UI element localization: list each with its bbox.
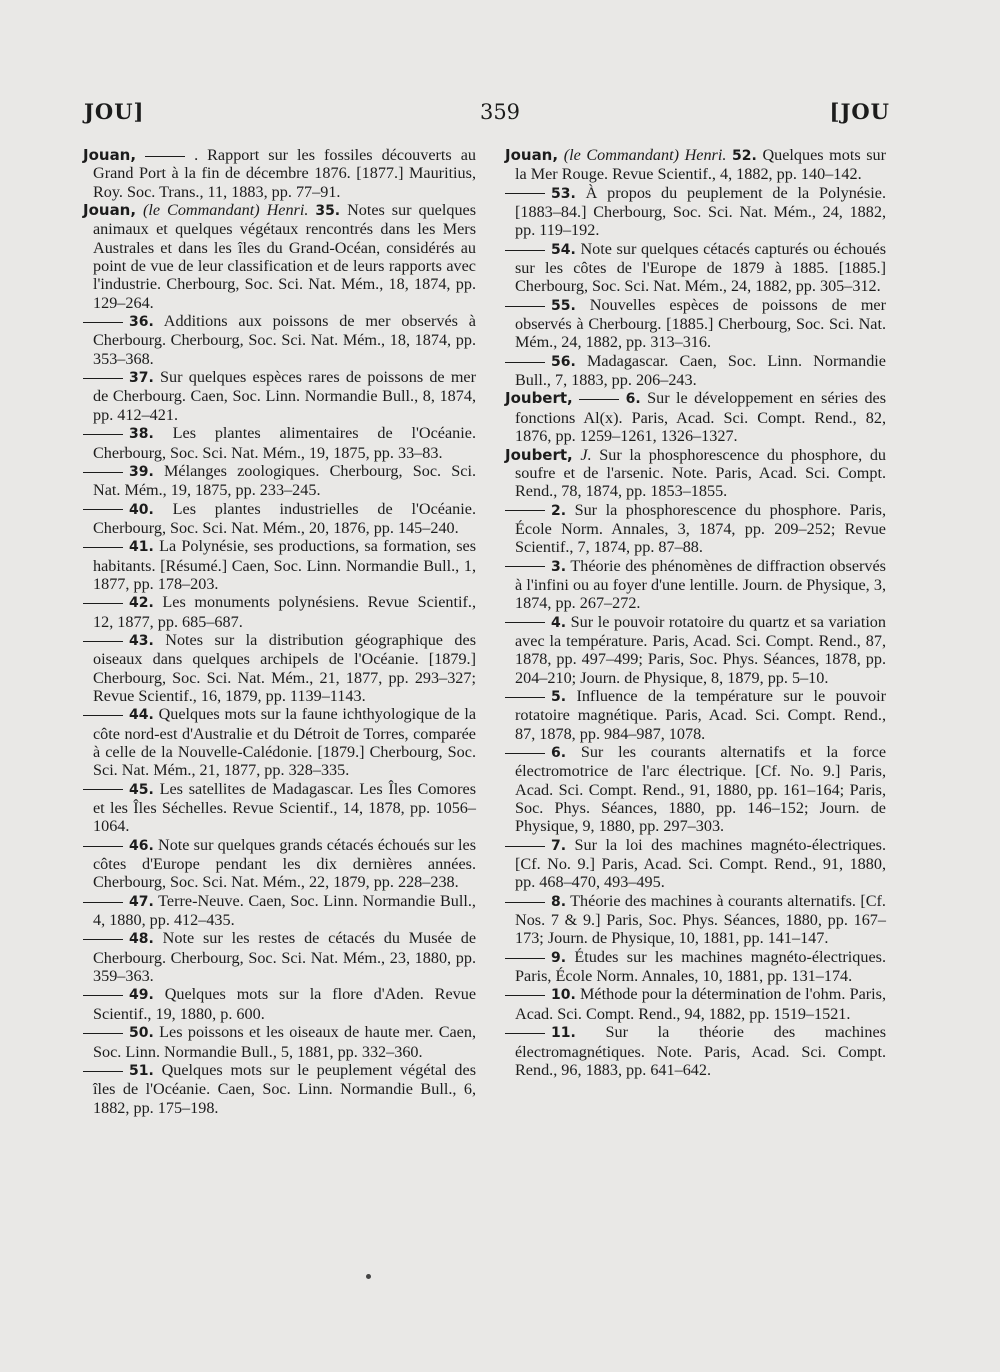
ditto-dash — [505, 753, 545, 754]
ditto-dash — [83, 603, 123, 604]
bibliography-entry — [83, 201, 476, 312]
ditto-dash — [83, 641, 123, 642]
entry-text: Sur la théorie des machines électromagnétiques. Note. Paris, Acad. Sci. Compt. Rend., 96, 1883, pp. 641–642. — [515, 1023, 886, 1079]
author-name: Joubert, — [505, 445, 573, 464]
entry-number: 2. — [551, 502, 567, 519]
author-name: Jouan, — [83, 201, 137, 220]
author-name: Jouan, — [505, 146, 559, 164]
author-name: Joubert, — [505, 389, 573, 408]
bibliography-entry — [505, 352, 886, 390]
entry-number: 7. — [551, 837, 567, 854]
ditto-dash — [505, 1033, 545, 1034]
bibliography-entry — [83, 593, 476, 631]
bibliography-entry — [505, 948, 886, 986]
bibliography-entry — [83, 424, 476, 462]
bibliography-entry — [83, 836, 476, 892]
ditto-dash — [505, 510, 545, 511]
bibliography-entry — [505, 240, 886, 296]
entry-text: Sur le pouvoir rotatoire du quartz et sa variation avec la température. Paris, Acad. Sci. Compt. Rend., 87, 1878, pp. 497–499; Paris, Soc. Phys. Séances, 1878, pp. 204–210; Journ. de Physique, 8, 1879, pp. 5–10. — [515, 612, 886, 687]
ditto-dash — [505, 995, 545, 996]
entry-number: 45. — [129, 781, 154, 798]
entry-text: . Rapport sur les fossiles découverts au Grand Port à la fin de décembre 1876. [1877.] Mauritius, Roy. Soc. Trans., 11, 1883, pp. 77–91. — [93, 146, 476, 201]
entry-text: Théorie des machines à courants alternatifs. [Cf. Nos. 7 & 9.] Paris, Soc. Phys. Séances, 1880, pp. 167–173; Journ. de Physique, 10, 1881, pp. 141–147. — [515, 891, 886, 948]
running-head-right: [JOU — [829, 99, 890, 124]
entry-number: 55. — [551, 297, 576, 314]
entry-number: 38. — [129, 426, 154, 443]
bibliography-entry — [505, 446, 886, 501]
ditto-dash — [83, 715, 123, 716]
entry-text: Nouvelles espèces de poissons de mer observés à Cherbourg. [1885.] Cherbourg, Soc. Sci. Nat. Mém., 24, 1882, pp. 313–316. — [515, 295, 886, 352]
entry-number: 56. — [551, 353, 576, 370]
right-column — [505, 146, 886, 1079]
ditto-dash — [505, 958, 545, 959]
entry-number: 6. — [625, 391, 641, 408]
entry-text: Les satellites de Madagascar. Les Îles Comores et les Îles Séchelles. Revue Scientif., 14, 1878, pp. 1056–1064. — [93, 779, 476, 836]
ditto-dash — [83, 434, 123, 435]
bibliography-entry — [83, 780, 476, 836]
entry-text: Les monuments polynésiens. Revue Scientif., 12, 1877, pp. 685–687. — [93, 593, 477, 631]
entry-number: 11. — [551, 1025, 576, 1042]
bibliography-entry — [83, 1061, 476, 1117]
bibliography-entry — [83, 1023, 476, 1061]
entry-text: À propos du peuplement de la Polynésie. [1883–84.] Cherbourg, Soc. Sci. Nat. Mém., 24, 1882, pp. 119–192. — [515, 183, 886, 240]
entry-text: Additions aux poissons de mer observés à Cherbourg. Cherbourg, Soc. Sci. Nat. Mém., 18, 1874, pp. 353–368. — [93, 312, 476, 368]
bibliography-entry — [505, 613, 886, 687]
entry-text: Les plantes alimentaires de l'Océanie. Cherbourg, Soc. Sci. Nat. Mém., 19, 1875, pp. 33–83. — [93, 424, 477, 462]
bibliography-entry — [83, 892, 476, 930]
entry-number: 41. — [129, 539, 154, 556]
entry-text: Note sur quelques cétacés capturés ou échoués sur les côtes de l'Europe de 1879 à 1885. [1885.] Cherbourg, Soc. Sci. Nat. Mém., 24, 1882, pp. 305–312. — [515, 239, 887, 296]
entry-number: 50. — [129, 1025, 154, 1042]
ditto-dash — [505, 566, 545, 567]
ditto-dash — [83, 995, 123, 996]
entry-number: 43. — [129, 632, 154, 649]
ditto-dash — [83, 902, 123, 903]
bibliography-entry — [83, 705, 476, 779]
ditto-dash — [83, 1033, 123, 1034]
entry-number: 46. — [129, 837, 154, 854]
entry-number: 40. — [129, 501, 154, 518]
ditto-dash — [505, 846, 545, 847]
ditto-dash — [83, 547, 123, 548]
bibliography-entry — [83, 368, 476, 424]
ditto-dash — [83, 322, 123, 323]
author-qualifier: J. — [580, 445, 592, 464]
running-head-left: JOU] — [84, 99, 145, 124]
entry-number: 53. — [551, 185, 576, 202]
bibliography-entry — [505, 146, 886, 184]
entry-text: Sur les courants alternatifs et la force électromotrice de l'arc électrique. [Cf. No. 9.] Paris, Acad. Sci. Compt. Rend., 91, 1880, pp. 161–164; Paris, Soc. Phys. Séances, 1880, pp. 146–152; Journ. de Physique, 9, 1880, pp. 297–303. — [515, 743, 887, 836]
ditto-dash — [505, 622, 545, 623]
bibliography-entry — [83, 929, 476, 985]
entry-number: 9. — [551, 949, 567, 966]
entry-text: Notes sur quelques animaux et quelques végétaux rencontrés dans les Mers Australes et dans les îles du Grand-Océan, considérés au point de vue de leur classification et de leurs rapports avec l'industrie. Cherbourg, Soc. Sci. Nat. Mém., 18, 1874, pp. 129–264. — [93, 201, 477, 312]
bibliography-entry — [505, 557, 886, 613]
entry-number: 4. — [551, 614, 567, 631]
bibliography-entry — [83, 146, 476, 201]
ditto-dash — [83, 1071, 123, 1072]
entry-text: Méthode pour la détermination de l'ohm. Paris, Acad. Sci. Compt. Rend., 94, 1882, pp. 1519–1521. — [515, 985, 886, 1023]
ditto-dash — [83, 509, 123, 510]
bibliography-entry — [505, 687, 886, 743]
ditto-dash — [505, 902, 545, 903]
entry-number: 3. — [551, 558, 567, 575]
entry-number: 51. — [129, 1062, 154, 1079]
entry-text: Études sur les machines magnéto-électriques. Paris, École Norm. Annales, 10, 1881, pp. 131–174. — [515, 947, 886, 986]
ink-speck — [366, 1274, 371, 1279]
bibliography-entry — [505, 1023, 886, 1079]
entry-text: Mélanges zoologiques. Cherbourg, Soc. Sci. Nat. Mém., 19, 1875, pp. 233–245. — [93, 461, 476, 500]
entry-text: Théorie des phénomènes de diffraction observés à l'infini ou au foyer d'une lentille. Journ. de Physique, 3, 1874, pp. 267–272. — [515, 556, 886, 613]
page-number: 359 — [479, 100, 521, 124]
bibliography-entry — [505, 892, 886, 948]
bibliography-entry — [83, 631, 476, 705]
entry-text: Influence de la température sur le pouvoir rotatoire magnétique. Paris, Acad. Sci. Compt. Rend., 87, 1878, pp. 984–987, 1078. — [515, 686, 886, 743]
entry-number: 49. — [129, 987, 154, 1004]
entry-number: 54. — [551, 241, 576, 258]
ditto-dash — [505, 250, 545, 251]
entry-number: 5. — [551, 688, 567, 705]
bibliography-entry — [83, 462, 476, 500]
ditto-dash — [83, 939, 123, 940]
ditto-dash — [83, 472, 123, 473]
bibliography-entry — [505, 389, 886, 445]
entry-number: 42. — [129, 595, 154, 612]
entry-text: Quelques mots sur la faune ichthyologique de la côte nord-est d'Australie et du Détroit de Torres, comparée à celle de la Nouvelle-Calédonie. [1879.] Cherbourg, Soc. Sci. Nat. Mém., 21, 1877, pp. 328–335. — [93, 705, 476, 780]
entry-number: 44. — [129, 707, 154, 724]
entry-number: 39. — [129, 463, 154, 480]
ditto-dash — [505, 193, 545, 194]
entry-text: Sur la phosphorescence du phosphore. Paris, École Norm. Annales, 3, 1874, pp. 209–252; Revue Scientif., 7, 1874, pp. 87–88. — [515, 500, 886, 557]
bibliography-entry — [83, 500, 476, 538]
entry-text: Les plantes industrielles de l'Océanie. Cherbourg, Soc. Sci. Nat. Mém., 20, 1876, pp. 145–240. — [93, 499, 476, 537]
entry-text: Sur le développement en séries des fonctions Al(x). Paris, Acad. Sci. Compt. Rend., 82, 1876, pp. 1259–1261, 1326–1327. — [515, 389, 887, 446]
bibliography-entry — [505, 501, 886, 557]
author-qualifier: (le Commandant) Henri. — [143, 201, 309, 220]
bibliography-entry — [83, 537, 476, 593]
entry-number: 8. — [551, 893, 567, 910]
bibliography-entry — [505, 743, 886, 836]
bibliography-entry — [505, 985, 886, 1023]
entry-number: 52. — [732, 148, 757, 164]
entry-text: Note sur quelques grands cétacés échoués sur les côtes d'Europe pendant les dix dernières années. Cherbourg, Soc. Sci. Nat. Mém., 22, 1879, pp. 228–238. — [93, 835, 476, 892]
entry-number: 35. — [315, 203, 341, 220]
entry-text: Quelques mots sur la flore d'Aden. Revue Scientif., 19, 1880, p. 600. — [93, 985, 477, 1023]
entry-text: Quelques mots sur la Mer Rouge. Revue Scientif., 4, 1882, pp. 140–142. — [515, 146, 887, 184]
ditto-dash — [83, 378, 123, 379]
entry-text: Terre-Neuve. Caen, Soc. Linn. Normandie Bull., 4, 1880, pp. 412–435. — [93, 891, 476, 930]
entry-text: Quelques mots sur le peuplement végétal des îles de l'Océanie. Caen, Soc. Linn. Normandie Bull., 6, 1882, pp. 175–198. — [93, 1060, 477, 1117]
entry-text: Notes sur la distribution géographique des oiseaux dans quelques archipels de l'Océanie. [1879.] Cherbourg, Soc. Sci. Nat. Mém., 21, 1877, pp. 293–327; Revue Scientif., 16, 1879, pp. 1139–1143. — [93, 630, 476, 705]
entry-text: Sur la phosphorescence du phosphore, du soufre et de l'arsenic. Note. Paris, Acad. Sci. Compt. Rend., 78, 1874, pp. 1853–1855. — [515, 445, 887, 501]
entry-number: 36. — [129, 314, 154, 331]
bibliography-entry — [83, 985, 476, 1023]
ditto-dash — [83, 789, 123, 790]
entry-text: Madagascar. Caen, Soc. Linn. Normandie Bull., 7, 1883, pp. 206–243. — [515, 351, 886, 390]
author-name: Jouan, — [83, 146, 137, 164]
bibliography-entry — [83, 312, 476, 368]
ditto-dash — [505, 362, 545, 363]
entry-text: Sur la loi des machines magnéto-électriques. [Cf. No. 9.] Paris, Acad. Sci. Compt. Rend., 91, 1880, pp. 468–470, 493–495. — [515, 835, 886, 892]
entry-number: 37. — [129, 370, 154, 387]
entry-text: Note sur les restes de cétacés du Musée de Cherbourg. Cherbourg, Soc. Sci. Nat. Mém., 23, 1880, pp. 359–363. — [93, 929, 477, 986]
entry-number: 48. — [129, 931, 154, 948]
entry-text: La Polynésie, ses productions, sa formation, ses habitants. [Résumé.] Caen, Soc. Linn. Normandie Bull., 1, 1877, pp. 178–203. — [93, 537, 477, 593]
entry-number: 6. — [551, 745, 567, 761]
ditto-dash — [579, 399, 619, 400]
ditto-dash — [505, 306, 545, 307]
entry-text: Sur quelques espèces rares de poissons de mer de Cherbourg. Caen, Soc. Linn. Normandie Bull., 8, 1874, pp. 412–421. — [93, 368, 477, 424]
ditto-dash — [83, 846, 123, 847]
left-column — [83, 146, 476, 1117]
author-qualifier: (le Commandant) Henri. — [563, 146, 727, 164]
bibliography-entry — [505, 296, 886, 352]
bibliography-entry — [505, 184, 886, 240]
entry-number: 47. — [129, 893, 154, 910]
entry-text: Les poissons et les oiseaux de haute mer. Caen, Soc. Linn. Normandie Bull., 5, 1881, pp. 332–360. — [93, 1023, 477, 1061]
ditto-dash — [505, 697, 545, 698]
entry-number: 10. — [551, 987, 576, 1004]
ditto-dash — [145, 156, 185, 157]
bibliography-entry — [505, 836, 886, 892]
